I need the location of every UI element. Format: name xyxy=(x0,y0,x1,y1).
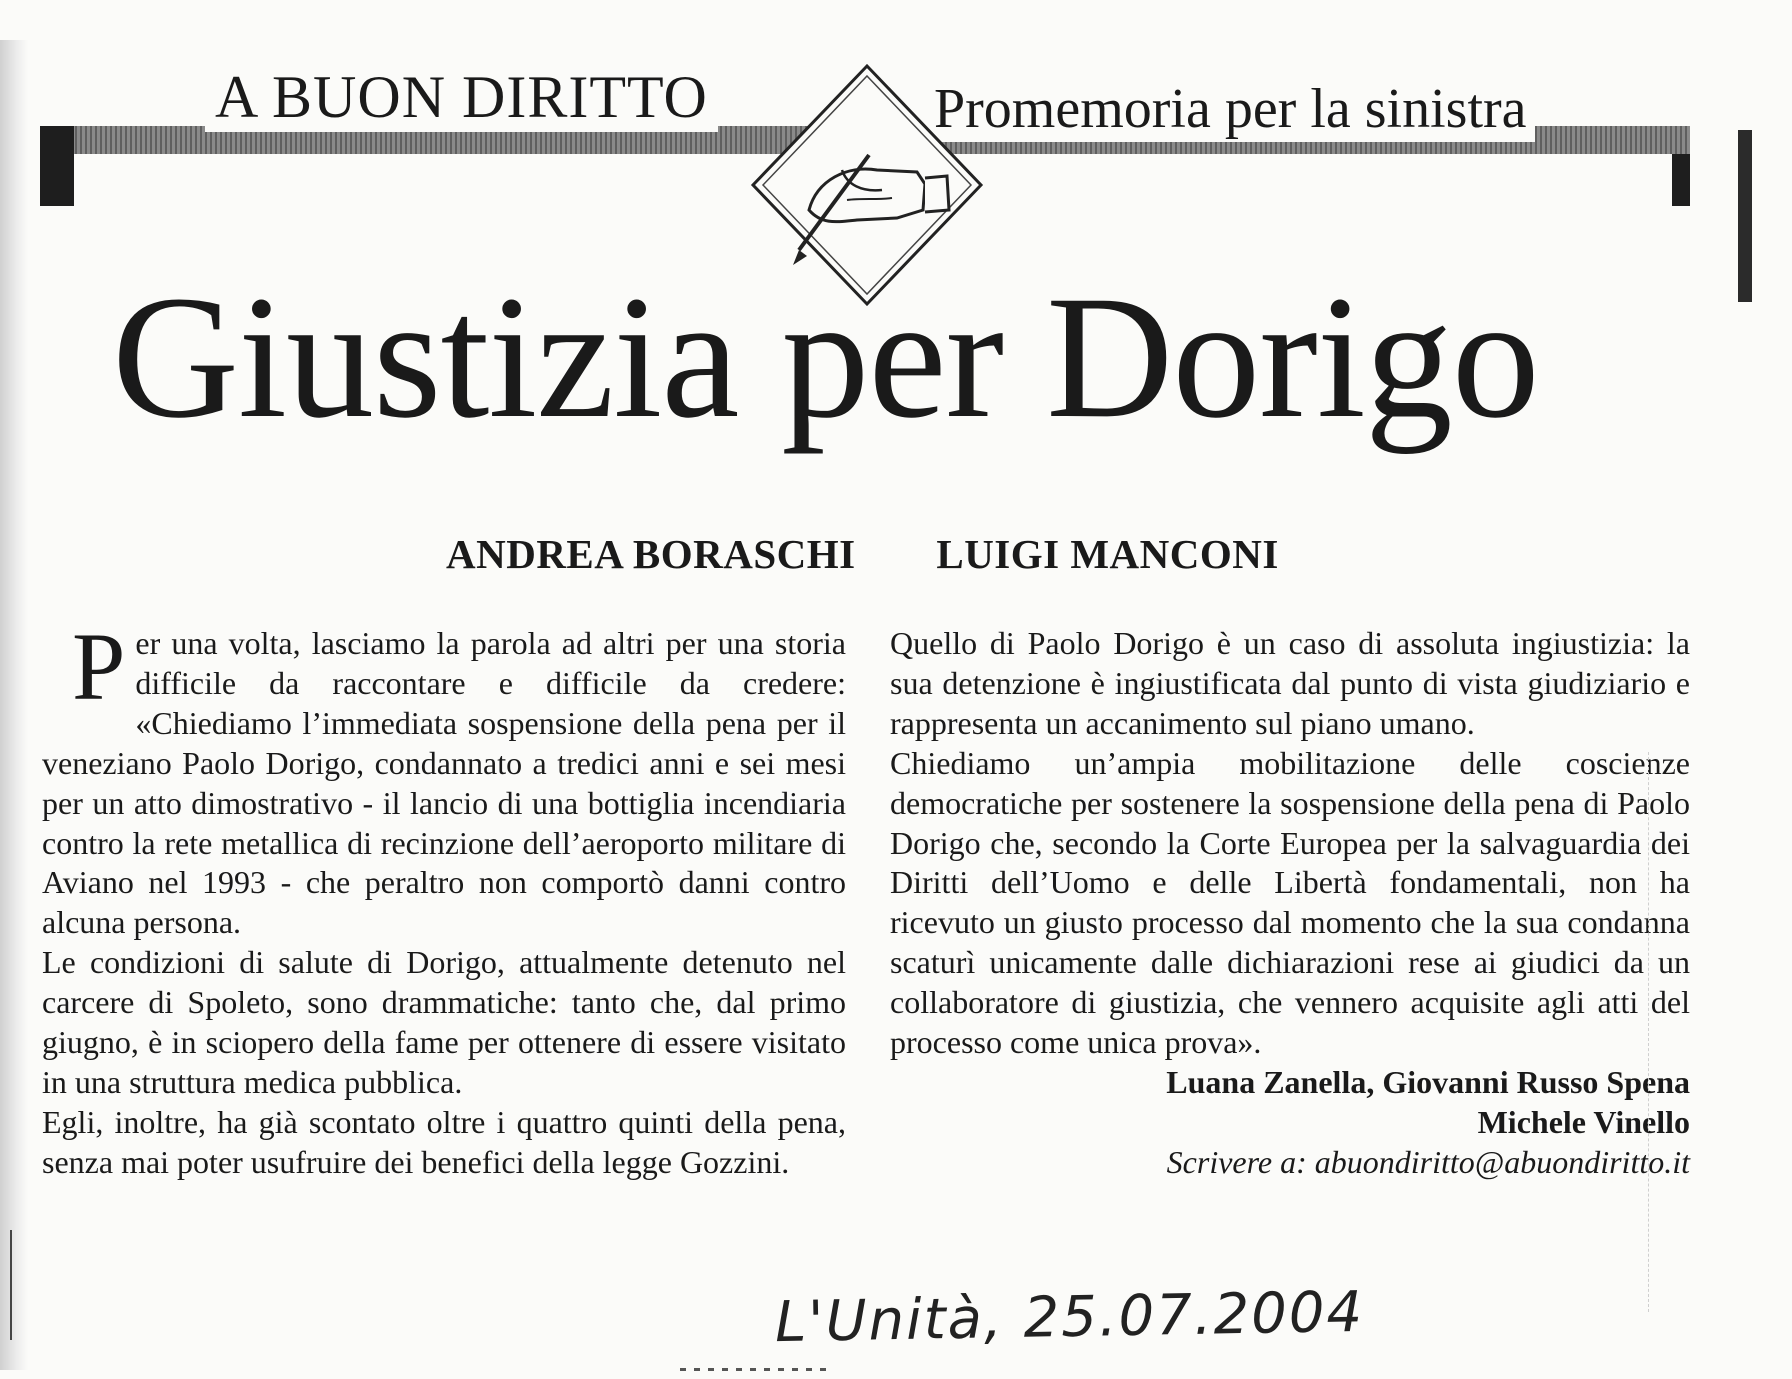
paragraph: Quello di Paolo Dorigo è un caso di assoluta ingiustizia: la sua detenzione è ingiustificata dal punto di vista giudiziario e rappresenta un accanimento sul piano umano. xyxy=(890,625,1690,741)
article-column-right xyxy=(890,624,1690,1183)
paragraph: Le condizioni di salute di Dorigo, attualmente detenuto nel carcere di Spoleto, sono drammatiche: tanto che, dal primo giugno, è in sciopero della fame per ottenere di essere visitato in una struttura medica pubblica. xyxy=(42,944,846,1100)
author-name: LUIGI MANCONI xyxy=(936,531,1279,577)
header-corner-left xyxy=(40,126,74,206)
signatories: Michele Vinello xyxy=(1477,1103,1690,1140)
article-bylines xyxy=(446,530,1279,578)
paragraph: Chiediamo un’ampia mobilitazione delle coscienze democratiche per sostenere la sospensione della pena di Paolo Dorigo che, secondo la Corte Europea per la salvaguardia dei Diritti dell’Uomo e delle Libertà fondamentali, non ha ricevuto un giusto processo dal momento che la sua condanna scaturì unicamente dalle dichiarazioni rese ai giudici da un collaboratore di giustizia, che vennero acquisite agli atti del processo come unica prova». xyxy=(890,744,1690,1061)
paragraph: Egli, inoltre, ha già scontato oltre i quattro quinti della pena, senza mai poter usufruire dei benefici della legge Gozzini. xyxy=(42,1103,846,1180)
drop-cap: P xyxy=(72,613,126,720)
author-name: ANDREA BORASCHI xyxy=(446,531,856,577)
paragraph-text: er una volta, lasciamo la parola ad altri per una storia difficile da raccontare e difficile da credere: «Chiediamo l’immediata sospensione della pena per il veneziano Paolo Dorigo, condannato a tredici anni e sei mesi per un atto dimostrativo - il lancio di una bottiglia incendiaria contro la rete metallica di recinzione dell’aeroporto militare di Aviano nel 1993 - che peraltro non comportò danni contro alcuna persona. xyxy=(42,625,846,941)
date-stamp-frame xyxy=(1648,752,1769,1312)
header-corner-right xyxy=(1672,154,1690,206)
column-title: A BUON DIRITTO xyxy=(205,62,718,132)
paragraph xyxy=(42,613,846,943)
handwritten-source-note: L'Unità, 25.07.2004 xyxy=(774,1279,1365,1356)
scan-edge-line xyxy=(10,1230,12,1340)
contact-email: Scrivere a: abuondiritto@abuondiritto.it xyxy=(1166,1143,1690,1180)
scan-shadow xyxy=(0,40,28,1370)
page-edge-bar xyxy=(1738,130,1752,302)
column-subtitle: Promemoria per la sinistra xyxy=(926,76,1535,142)
article-column-left xyxy=(42,613,846,1183)
article-headline: Giustizia per Dorigo xyxy=(112,260,1539,455)
scan-dots xyxy=(680,1368,830,1371)
signatories: Luana Zanella, Giovanni Russo Spena xyxy=(1166,1063,1690,1100)
